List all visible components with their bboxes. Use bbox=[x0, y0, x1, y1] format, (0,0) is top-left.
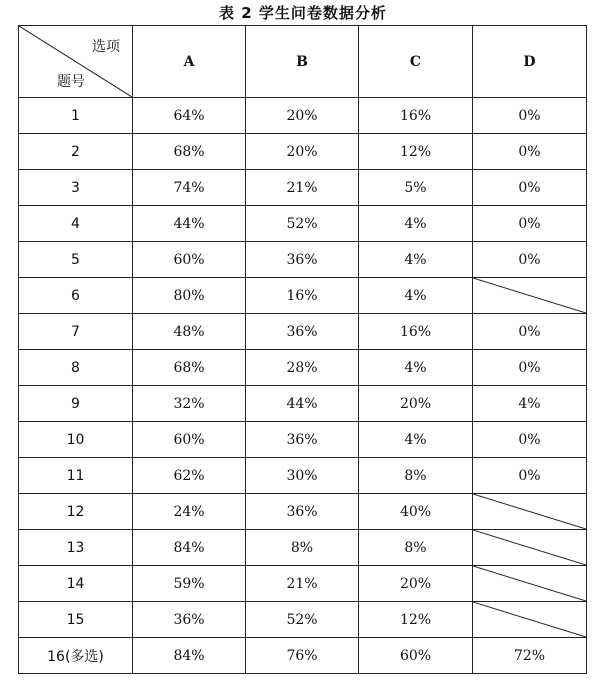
option-a-cell: 68% bbox=[133, 134, 246, 170]
header-option-d: D bbox=[473, 26, 587, 98]
table-row bbox=[19, 206, 587, 242]
option-a-cell: 84% bbox=[133, 530, 246, 566]
option-b-cell: 44% bbox=[246, 386, 359, 422]
option-b-cell: 36% bbox=[246, 494, 359, 530]
table-row bbox=[19, 602, 587, 638]
option-a-cell: 36% bbox=[133, 602, 246, 638]
table-row bbox=[19, 134, 587, 170]
option-a-cell: 59% bbox=[133, 566, 246, 602]
table-row bbox=[19, 530, 587, 566]
slash-line bbox=[473, 278, 586, 313]
option-c-cell: 12% bbox=[359, 602, 473, 638]
option-a-cell: 24% bbox=[133, 494, 246, 530]
table-row bbox=[19, 350, 587, 386]
option-d-cell: 0% bbox=[473, 242, 587, 278]
empty-slashed-cell bbox=[473, 494, 587, 530]
option-b-cell: 8% bbox=[246, 530, 359, 566]
option-d-cell: 0% bbox=[473, 314, 587, 350]
table-row bbox=[19, 638, 587, 674]
question-number-cell: 5 bbox=[19, 242, 133, 278]
option-d-cell: 4% bbox=[473, 386, 587, 422]
option-b-cell: 21% bbox=[246, 170, 359, 206]
option-b-cell: 76% bbox=[246, 638, 359, 674]
slash-line bbox=[473, 494, 586, 529]
table-title: 表 2 学生问卷数据分析 bbox=[219, 4, 387, 22]
table-row bbox=[19, 458, 587, 494]
question-number-cell: 10 bbox=[19, 422, 133, 458]
option-c-cell: 4% bbox=[359, 242, 473, 278]
option-a-cell: 48% bbox=[133, 314, 246, 350]
table-row bbox=[19, 242, 587, 278]
option-a-cell: 32% bbox=[133, 386, 246, 422]
option-c-cell: 16% bbox=[359, 314, 473, 350]
option-d-cell: 0% bbox=[473, 206, 587, 242]
option-b-cell: 52% bbox=[246, 602, 359, 638]
header-option-a: A bbox=[133, 26, 246, 98]
option-b-cell: 30% bbox=[246, 458, 359, 494]
option-a-cell: 62% bbox=[133, 458, 246, 494]
option-c-cell: 16% bbox=[359, 98, 473, 134]
question-number-cell: 12 bbox=[19, 494, 133, 530]
option-c-cell: 60% bbox=[359, 638, 473, 674]
corner-label-options: 选项 bbox=[92, 39, 120, 55]
empty-slashed-cell bbox=[473, 602, 587, 638]
question-number-cell: 7 bbox=[19, 314, 133, 350]
question-number-cell: 8 bbox=[19, 350, 133, 386]
table-row bbox=[19, 278, 587, 314]
option-d-cell: 0% bbox=[473, 422, 587, 458]
option-b-cell: 21% bbox=[246, 566, 359, 602]
empty-slashed-cell bbox=[473, 530, 587, 566]
option-d-cell: 0% bbox=[473, 350, 587, 386]
question-number-cell: 1 bbox=[19, 98, 133, 134]
table-row bbox=[19, 314, 587, 350]
table-body bbox=[19, 98, 587, 674]
corner-label-question: 题号 bbox=[57, 74, 85, 90]
survey-table bbox=[18, 25, 587, 674]
table-row bbox=[19, 494, 587, 530]
table-row bbox=[19, 170, 587, 206]
option-b-cell: 36% bbox=[246, 242, 359, 278]
question-number-cell: 11 bbox=[19, 458, 133, 494]
slash-line bbox=[473, 566, 586, 601]
option-c-cell: 20% bbox=[359, 386, 473, 422]
option-b-cell: 20% bbox=[246, 134, 359, 170]
option-c-cell: 20% bbox=[359, 566, 473, 602]
option-a-cell: 44% bbox=[133, 206, 246, 242]
option-d-cell: 72% bbox=[473, 638, 587, 674]
option-c-cell: 4% bbox=[359, 350, 473, 386]
question-number-cell: 6 bbox=[19, 278, 133, 314]
option-d-cell: 0% bbox=[473, 458, 587, 494]
table-row bbox=[19, 566, 587, 602]
option-a-cell: 60% bbox=[133, 422, 246, 458]
option-a-cell: 68% bbox=[133, 350, 246, 386]
option-c-cell: 8% bbox=[359, 458, 473, 494]
empty-slashed-cell bbox=[473, 278, 587, 314]
option-c-cell: 5% bbox=[359, 170, 473, 206]
option-a-cell: 80% bbox=[133, 278, 246, 314]
option-c-cell: 8% bbox=[359, 530, 473, 566]
option-a-cell: 74% bbox=[133, 170, 246, 206]
option-b-cell: 36% bbox=[246, 422, 359, 458]
option-c-cell: 40% bbox=[359, 494, 473, 530]
header-option-b: B bbox=[246, 26, 359, 98]
slash-line bbox=[473, 530, 586, 565]
option-a-cell: 84% bbox=[133, 638, 246, 674]
option-a-cell: 64% bbox=[133, 98, 246, 134]
corner-header-cell bbox=[19, 26, 133, 98]
option-c-cell: 4% bbox=[359, 206, 473, 242]
question-number-cell: 14 bbox=[19, 566, 133, 602]
table-row bbox=[19, 422, 587, 458]
option-d-cell: 0% bbox=[473, 98, 587, 134]
question-number-cell: 3 bbox=[19, 170, 133, 206]
option-c-cell: 12% bbox=[359, 134, 473, 170]
question-number-cell: 2 bbox=[19, 134, 133, 170]
slash-line bbox=[473, 602, 586, 637]
option-a-cell: 60% bbox=[133, 242, 246, 278]
option-b-cell: 16% bbox=[246, 278, 359, 314]
option-b-cell: 28% bbox=[246, 350, 359, 386]
option-b-cell: 20% bbox=[246, 98, 359, 134]
question-number-cell: 16(多选) bbox=[19, 638, 133, 674]
table-row bbox=[19, 386, 587, 422]
table-row bbox=[19, 98, 587, 134]
header-row bbox=[19, 26, 587, 98]
option-b-cell: 52% bbox=[246, 206, 359, 242]
option-c-cell: 4% bbox=[359, 278, 473, 314]
question-number-cell: 4 bbox=[19, 206, 133, 242]
option-b-cell: 36% bbox=[246, 314, 359, 350]
option-c-cell: 4% bbox=[359, 422, 473, 458]
header-option-c: C bbox=[359, 26, 473, 98]
question-number-cell: 15 bbox=[19, 602, 133, 638]
question-number-cell: 13 bbox=[19, 530, 133, 566]
question-number-cell: 9 bbox=[19, 386, 133, 422]
option-d-cell: 0% bbox=[473, 170, 587, 206]
option-d-cell: 0% bbox=[473, 134, 587, 170]
empty-slashed-cell bbox=[473, 566, 587, 602]
